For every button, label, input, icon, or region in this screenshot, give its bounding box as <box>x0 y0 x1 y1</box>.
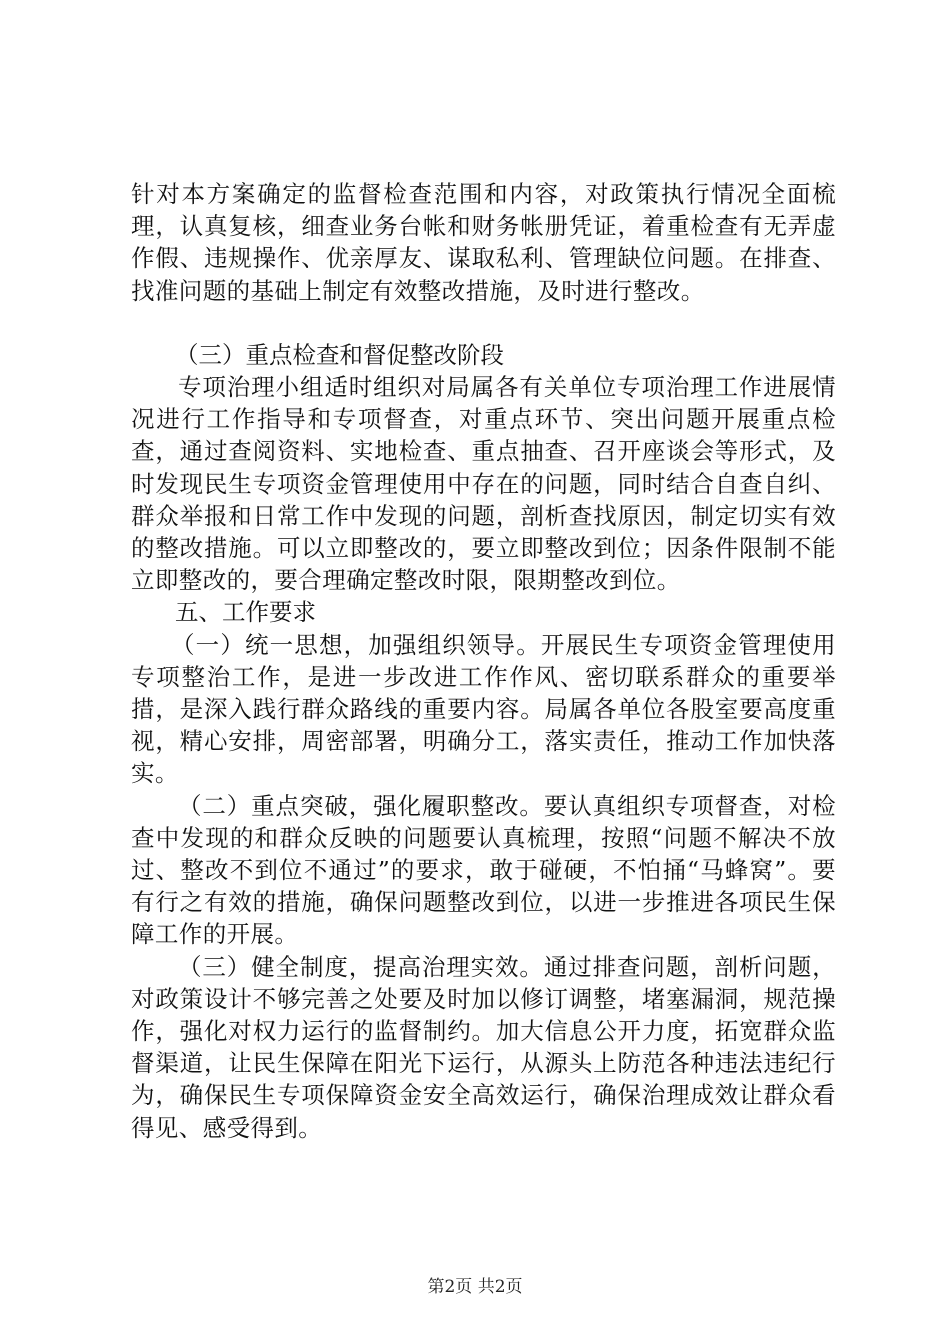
paragraph-gap <box>131 307 836 339</box>
paragraph-5: （三）健全制度，提高治理实效。通过排查问题，剖析问题，对政策设计不够完善之处要及时加以修订调整，堵塞漏洞，规范操作，强化对权力运行的监督制约。加大信息公开力度，拓宽群众监督渠道，让民生保障在阳光下运行，从源头上防范各种违法违纪行为，确保民生专项保障资金安全高效运行，确保治理成效让群众看得见、感受得到。 <box>131 952 836 1142</box>
paragraph-2: 专项治理小组适时组织对局属各有关单位专项治理工作进展情况进行工作指导和专项督查，对重点环节、突出问题开展重点检查，通过查阅资料、实地检查、重点抽查、召开座谈会等形式，及时发现民生专项资金管理使用中存在的问题，同时结合自查自纠、群众举报和日常工作中发现的问题，剖析查找原因，制定切实有效的整改措施。可以立即整改的，要立即整改到位；因条件限制不能立即整改的，要合理确定整改时限，限期整改到位。 <box>131 373 836 595</box>
paragraph-3: （一）统一思想，加强组织领导。开展民生专项资金管理使用专项整治工作，是进一步改进工作作风、密切联系群众的重要举措，是深入践行群众路线的重要内容。局属各单位各股室要高度重视，精心安排，周密部署，明确分工，落实责任，推动工作加快落实。 <box>131 630 836 788</box>
section-heading-5: 五、工作要求 <box>175 598 316 627</box>
paragraph-4: （二）重点突破，强化履职整改。要认真组织专项督查，对检查中发现的和群众反映的问题要认真梳理，按照“问题不解决不放过、整改不到位不通过”的要求，敢于碰硬，不怕捅“马蜂窝”。要有行之有效的措施，确保问题整改到位，以进一步推进各项民生保障工作的开展。 <box>131 791 836 949</box>
section-heading-3: （三）重点检查和督促整改阶段 <box>175 340 504 369</box>
page-number-footer: 第2页 共2页 <box>427 1277 523 1297</box>
paragraph-1: 针对本方案确定的监督检查范围和内容，对政策执行情况全面梳理，认真复核，细查业务台帐和财务帐册凭证，着重检查有无弄虚作假、违规操作、优亲厚友、谋取私利、管理缺位问题。在排查、找准问题的基础上制定有效整改措施，及时进行整改。 <box>131 180 836 305</box>
document-body <box>131 178 836 1144</box>
